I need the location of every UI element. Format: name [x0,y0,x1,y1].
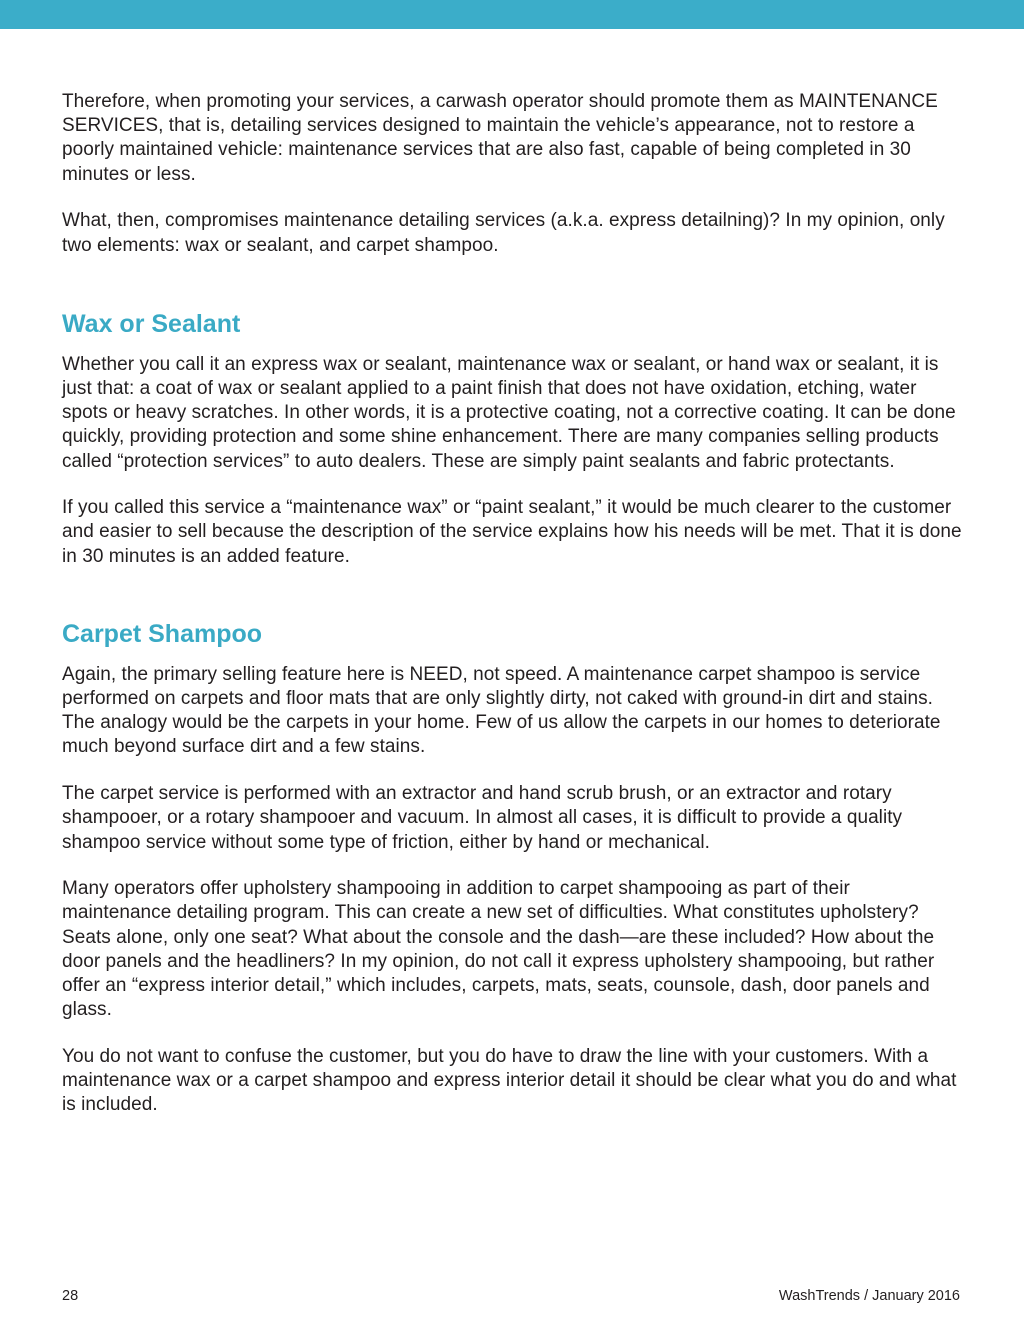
header-accent-bar [0,0,1024,29]
intro-paragraph-1: Therefore, when promoting your services, a carwash operator should promote them as MAINTENANCE SERVICES, that is, detailing services designed to maintain the vehicle’s appearance, not to restore a poorly maintained vehicle: maintenance services that are also fast, capable of being completed in 30 minutes or less. [62,91,938,185]
carpet-paragraph-2: The carpet service is performed with an extractor and hand scrub brush, or an extractor and rotary shampooer, or a rotary shampooer and vacuum. In almost all cases, it is difficult to provide a quality shampoo service without some type of friction, either by hand or mechanical. [62,783,903,853]
wax-paragraph-1: Whether you call it an express wax or sealant, maintenance wax or sealant, or hand wax or sealant, it is just that: a coat of wax or sealant applied to a paint finish that does not have oxidation, etching, water spots or heavy scratches. In other words, it is a protective coating, not a corrective coating. It can be done quickly, providing protection and some shine enhancement. There are many companies selling products called “protection services” to auto dealers. These are simply paint sealants and fabric protectants. [62,353,956,472]
section-heading-carpet: Carpet Shampoo [62,619,263,648]
section-heading-wax: Wax or Sealant [62,309,241,338]
intro-paragraph-2: What, then, compromises maintenance detailing services (a.k.a. express detailning)? In my opinion, only two elements: wax or sealant, and carpet shampoo. [62,210,945,256]
wax-paragraph-2: If you called this service a “maintenance wax” or “paint sealant,” it would be much clearer to the customer and easier to sell because the description of the service explains how his needs will be met. That it is done in 30 minutes is an added feature. [62,497,962,567]
carpet-paragraph-4: You do not want to confuse the customer, but you do have to draw the line with your customers. With a maintenance wax or a carpet shampoo and express interior detail it should be clear what you do and what is included. [62,1045,957,1116]
page-number: 28 [62,1288,79,1304]
article-body [62,90,962,1140]
publication-info: WashTrends / January 2016 [778,1288,960,1304]
carpet-paragraph-3: Many operators offer upholstery shampooing in addition to carpet shampooing as part of their maintenance detailing program. This can create a new set of difficulties. What constitutes upholstery? Seats alone, only one seat? What about the console and the dash—are these included? How about the door panels and the headliners? In my opinion, do not call it express upholstery shampooing, but rather offer an “express interior detail,” which includes, carpets, mats, seats, counsole, dash, door panels and glass. [62,878,935,1021]
carpet-paragraph-1: Again, the primary selling feature here is NEED, not speed. A maintenance carpet shampoo is service performed on carpets and floor mats that are only slightly dirty, not caked with ground-in dirt and stains. The analogy would be the carpets in your home. Few of us allow the carpets in our homes to deteriorate much beyond surface dirt and a few stains. [62,663,941,758]
